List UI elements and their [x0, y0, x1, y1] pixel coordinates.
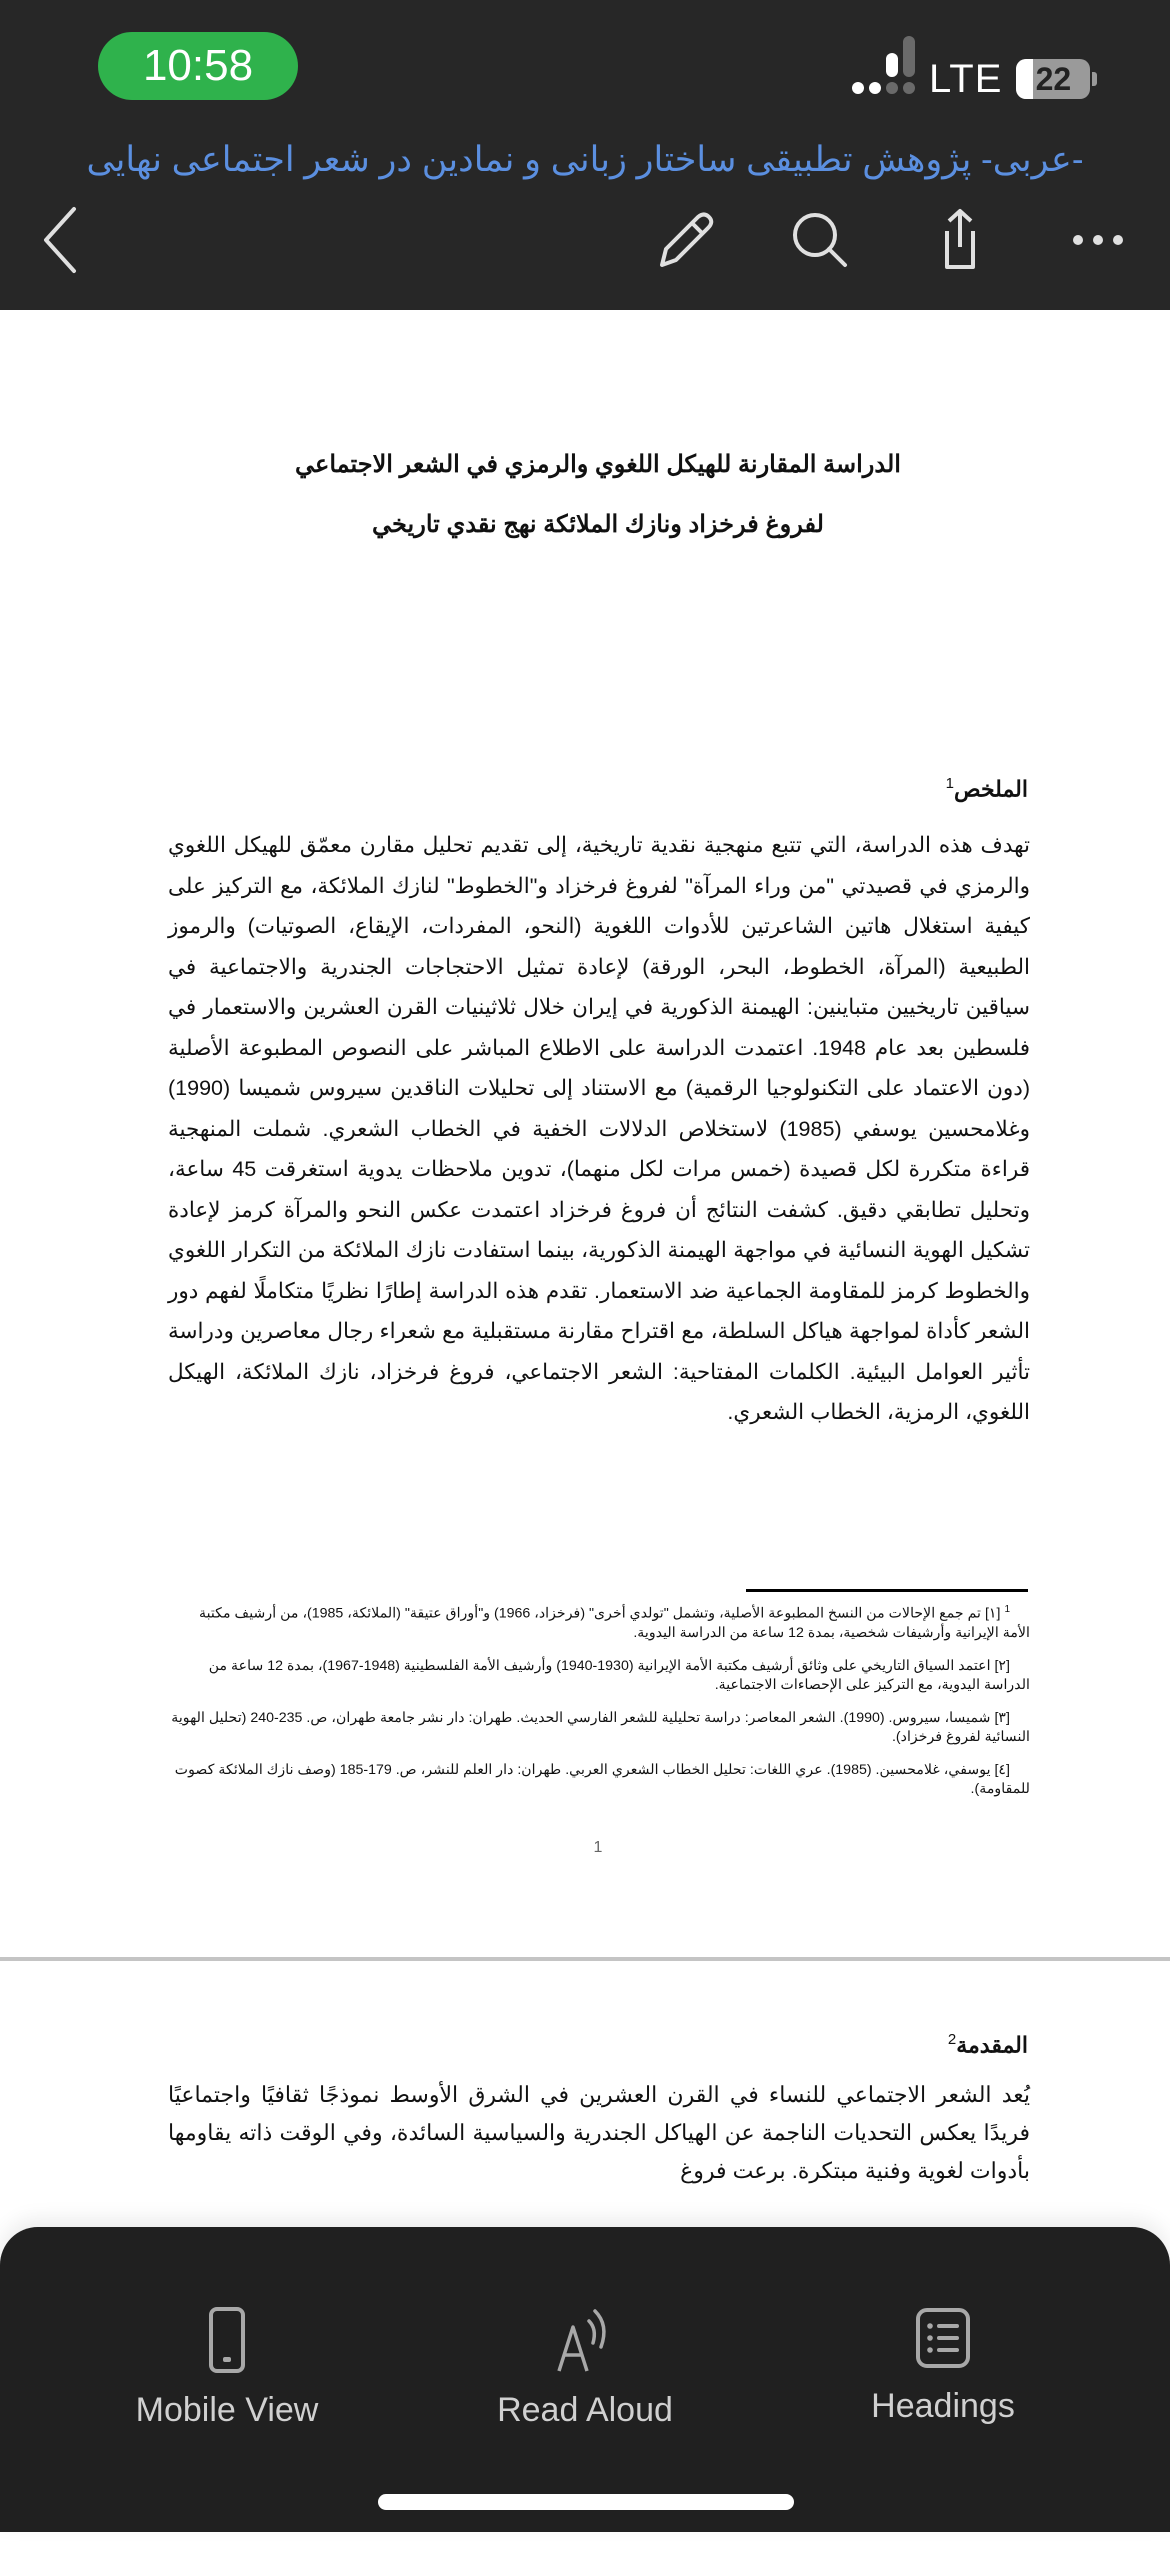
battery-tip — [1092, 72, 1097, 86]
more-options-button[interactable] — [1058, 200, 1138, 280]
headings-label: Headings — [871, 2387, 1015, 2425]
paper-title-line-1: الدراسة المقارنة للهيكل اللغوي والرمزي في الشعر الاجتماعي — [295, 451, 901, 478]
bottom-action-sheet — [0, 2227, 1170, 2532]
read-aloud-icon — [553, 2307, 617, 2373]
mobile-view-icon — [207, 2307, 247, 2373]
battery-level: 22 — [1035, 60, 1072, 97]
document-page-1 — [0, 310, 1170, 1957]
footnote-separator — [746, 1589, 1028, 1592]
footnote-text: [٣] شميسا، سيروس. (1990). الشعر المعاصر: دراسة تحليلية للشعر الفارسي الحديث. طهران: دار نشر جامعة طهران، ص. 235-240 (تحليل الهوية النسائية لفروغ فرخزاد). — [171, 1709, 1030, 1745]
abstract-footnote-ref[interactable]: 1 — [945, 775, 955, 792]
abstract-paragraph: تهدف هذه الدراسة، التي تتبع منهجية نقدية تاريخية، إلى تقديم تحليل مقارن معمّق للهيكل اللغوي والرمزي في قصيدتي "من وراء المرآة" لفروغ فرخزاد و"الخطوط" لنازك الملائكة، مع التركيز على كيفية استغلال هاتين الشاعرتين للأدوات اللغوية (النحو، المفردات، الإيقاع، الصوتيات) والرموز الطبيعية (المرآة، الخطوط، البحر، الورقة) لإعادة تمثيل الاحتجاجات الجندرية والاجتماعية في سياقين تاريخيين متباينين: الهيمنة الذكورية في إيران خلال ثلاثينيات القرن العشرين والاستعمار في فلسطين بعد عام 1948. اعتمدت الدراسة على الاطلاع المباشر على النصوص المطبوعة الأصلية (دون الاعتماد على التكنولوجيا الرقمية) مع الاستناد إلى تحليلات الناقدين سيروس شميسا (1990) وغلامحسين يوسفي (1985) لاستخلاص الدلالات الخفية في الخطاب الشعري. شملت المنهجية قراءة متكررة لكل قصيدة (خمس مرات لكل منهما)، تدوين ملاحظات يدوية استغرقت 45 ساعة، وتحليل تطابقي دقيق. كشفت النتائج أن فروغ فرخزاد اعتمدت عكس النحو والمرآة كرمز لإعادة تشكيل الهوية النسائية في مواجهة الهيمنة الذكورية، بينما استفادت نازك الملائكة من التكرار اللغوي والخطوط كرمز للمقاومة الجماعية ضد الاستعمار. تقدم هذه الدراسة إطارًا نظريًا متكاملًا لفهم دور الشعر كأداة لمواجهة هياكل السلطة، مع اقتراح مقارنة مستقبلية مع شعراء رجال معاصرين ودراسة تأثير العوامل البيئية. الكلمات المفتاحية: الشعر الاجتماعي، فروغ فرخزاد، نازك الملائكة، الهيكل اللغوي، الرمزية، الخطاب الشعري. — [168, 833, 1030, 1424]
search-icon — [787, 207, 853, 273]
footnotes — [168, 1600, 1030, 1813]
top-bar — [0, 0, 1170, 310]
introduction-heading — [948, 2031, 1028, 2058]
cellular-signal-icon — [852, 65, 915, 94]
footnote-4 — [168, 1761, 1030, 1799]
headings-icon — [915, 2307, 971, 2369]
battery-icon — [1016, 59, 1090, 99]
footnote-text: [١] تم جمع الإحالات من النسخ المطبوعة الأصلية، وتشمل "تولدي أخرى" (فرخزاد، 1966) و"أوراق عتيقة" (الملائكة، 1985)، من أرشيف مكتبة الأمة الإيرانية وأرشيفات شخصية، بمدة 12 ساعة من الدراسة اليدوية. — [198, 1605, 1030, 1641]
introduction-paragraph: يُعد الشعر الاجتماعي للنساء في القرن العشرين في الشرق الأوسط نموذجًا ثقافيًا واجتماعيًا فريدًا يعكس التحديات الناجمة عن الهياكل الجندرية والسياسية السائدة، وفي الوقت ذاته يقاومها بأدوات لغوية وفنية مبتكرة. برعت فروغ — [168, 2082, 1030, 2183]
mobile-view-label: Mobile View — [135, 2391, 319, 2429]
edit-button[interactable] — [645, 200, 725, 280]
footnote-marker: 1 — [1004, 1604, 1010, 1615]
document-title: -عربی- پژوهش تطبیقی ساختار زبانی و نمادین در شعر اجتماعی نهایی — [86, 140, 1084, 179]
abstract-heading-text: الملخص — [954, 776, 1028, 802]
read-aloud-button[interactable] — [435, 2307, 735, 2447]
abstract-heading — [946, 775, 1028, 802]
share-icon — [927, 207, 993, 273]
footnote-1 — [168, 1600, 1030, 1643]
paper-title-line-2: لفروغ فرخزاد ونازك الملائكة نهج نقدي تاريخي — [372, 511, 824, 538]
more-icon — [1068, 230, 1128, 250]
share-button[interactable] — [920, 200, 1000, 280]
status-indicators — [852, 54, 1097, 104]
footnote-2 — [168, 1657, 1030, 1695]
read-aloud-label: Read Aloud — [497, 2391, 673, 2429]
search-button[interactable] — [780, 200, 860, 280]
status-time: 10:58 — [98, 32, 298, 100]
network-type: LTE — [929, 56, 1003, 101]
footnote-text: [٤] يوسفي، غلامحسين. (1985). عري اللغات: تحليل الخطاب الشعري العربي. طهران: دار العلم للنشر، ص. 179-185 (وصف نازك الملائكة كصوت للمقاومة). — [174, 1761, 1030, 1797]
introduction-heading-text: المقدمة — [956, 2032, 1028, 2058]
pencil-icon — [652, 207, 718, 273]
introduction-footnote-ref[interactable]: 2 — [947, 2031, 957, 2048]
back-chevron-icon — [40, 205, 80, 275]
mobile-view-button[interactable] — [77, 2307, 377, 2447]
headings-button[interactable] — [793, 2307, 1093, 2447]
footnote-text: [٢] اعتمد السياق التاريخي على وثائق أرشيف مكتبة الأمة الإيرانية (1930-1940) وأرشيف الأمة الفلسطينية (1948-1967)، بمدة 12 ساعة من الدراسة اليدوية، مع التركيز على الإحصاءات الاجتماعية. — [208, 1657, 1030, 1693]
back-button[interactable] — [20, 200, 100, 280]
footnote-3 — [168, 1709, 1030, 1747]
page-number: 1 — [593, 1839, 603, 1856]
home-indicator[interactable] — [378, 2494, 794, 2510]
